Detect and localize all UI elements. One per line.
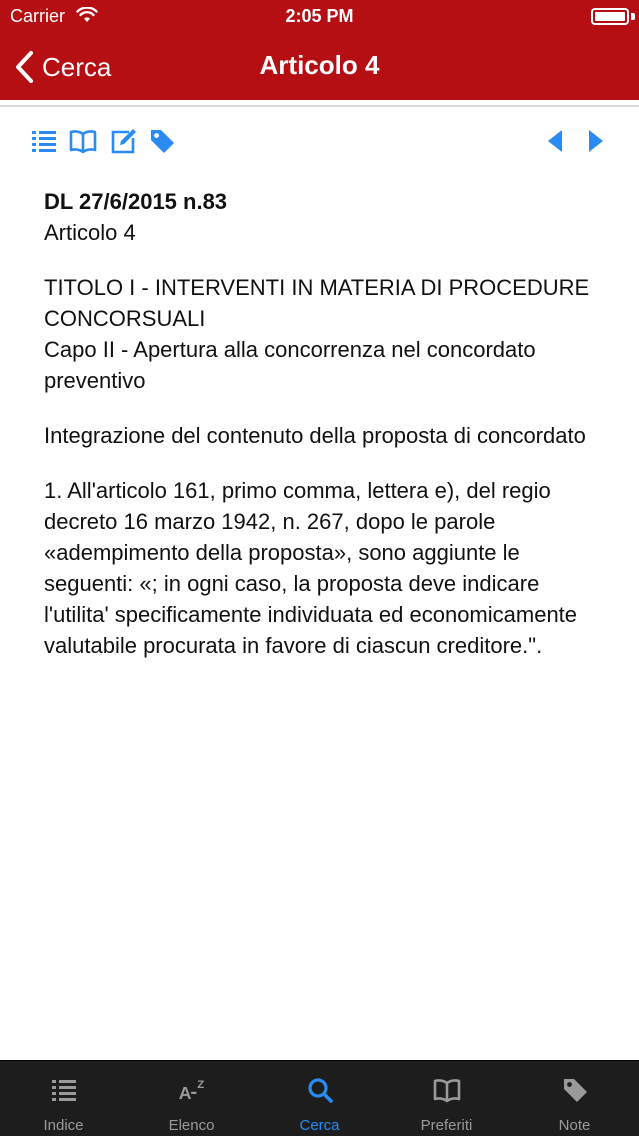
chapter-line: Capo II - Apertura alla concorrenza nel concordato preventivo [44, 337, 536, 393]
tab-label: Note [558, 1117, 591, 1134]
page-title: Articolo 4 [259, 50, 380, 80]
list-icon[interactable] [29, 126, 59, 156]
article-heading: Integrazione del contenuto della proposta di concordato [44, 423, 586, 448]
list-icon-glyph [30, 127, 58, 155]
status-bar [0, 0, 639, 34]
previous-arrow-glyph [542, 127, 570, 155]
document-reference: DL 27/6/2015 n.83 [44, 189, 228, 214]
list-icon [49, 1075, 79, 1105]
tag-icon[interactable] [147, 126, 177, 156]
next-arrow-icon[interactable] [580, 126, 610, 156]
book-icon-glyph [69, 127, 97, 155]
previous-arrow-icon[interactable] [541, 126, 571, 156]
tab-label: Cerca [299, 1117, 340, 1134]
tab-label: Elenco [168, 1117, 215, 1134]
book-icon [432, 1075, 462, 1105]
back-button-label: Cerca [42, 51, 112, 82]
tab-label: Preferiti [420, 1117, 473, 1134]
header-divider [0, 105, 639, 107]
tab-bar [0, 1060, 639, 1136]
header [0, 0, 639, 100]
article-number: Articolo 4 [44, 220, 136, 245]
search-icon [305, 1075, 335, 1105]
tag-icon-glyph [148, 127, 176, 155]
next-arrow-glyph [581, 127, 609, 155]
tab-cerca[interactable] [256, 1061, 383, 1136]
carrier-label: Carrier [10, 6, 66, 26]
a-z-icon [177, 1075, 207, 1105]
edit-icon[interactable] [108, 126, 138, 156]
battery-tip [631, 13, 635, 20]
tab-note[interactable] [511, 1061, 638, 1136]
article-body: 1. All'articolo 161, primo comma, lettera e), del regio decreto 16 marzo 1942, n. 267, dopo le parole «adempimento della proposta», sono aggiunte le seguenti: «; in ogni caso, la proposta deve indicare l'utilita' specificamente individuata ed economicamente valutabile procurata in favore di ciascun creditore.". [44, 478, 578, 658]
article-content [44, 186, 604, 685]
svg-text:Z: Z [196, 1079, 204, 1092]
tag-icon [560, 1075, 590, 1105]
book-icon[interactable] [68, 126, 98, 156]
tab-preferiti[interactable] [383, 1061, 510, 1136]
battery-icon [591, 8, 629, 25]
svg-text:A: A [178, 1082, 191, 1103]
tab-elenco[interactable] [128, 1061, 255, 1136]
status-time: 2:05 PM [285, 6, 354, 26]
tab-label: Indice [43, 1117, 84, 1134]
nav-bar [0, 34, 639, 100]
tab-indice[interactable] [0, 1061, 127, 1136]
title-line: TITOLO I - INTERVENTI IN MATERIA DI PROCEDURE CONCORSUALI [44, 275, 590, 331]
edit-icon-glyph [109, 127, 137, 155]
